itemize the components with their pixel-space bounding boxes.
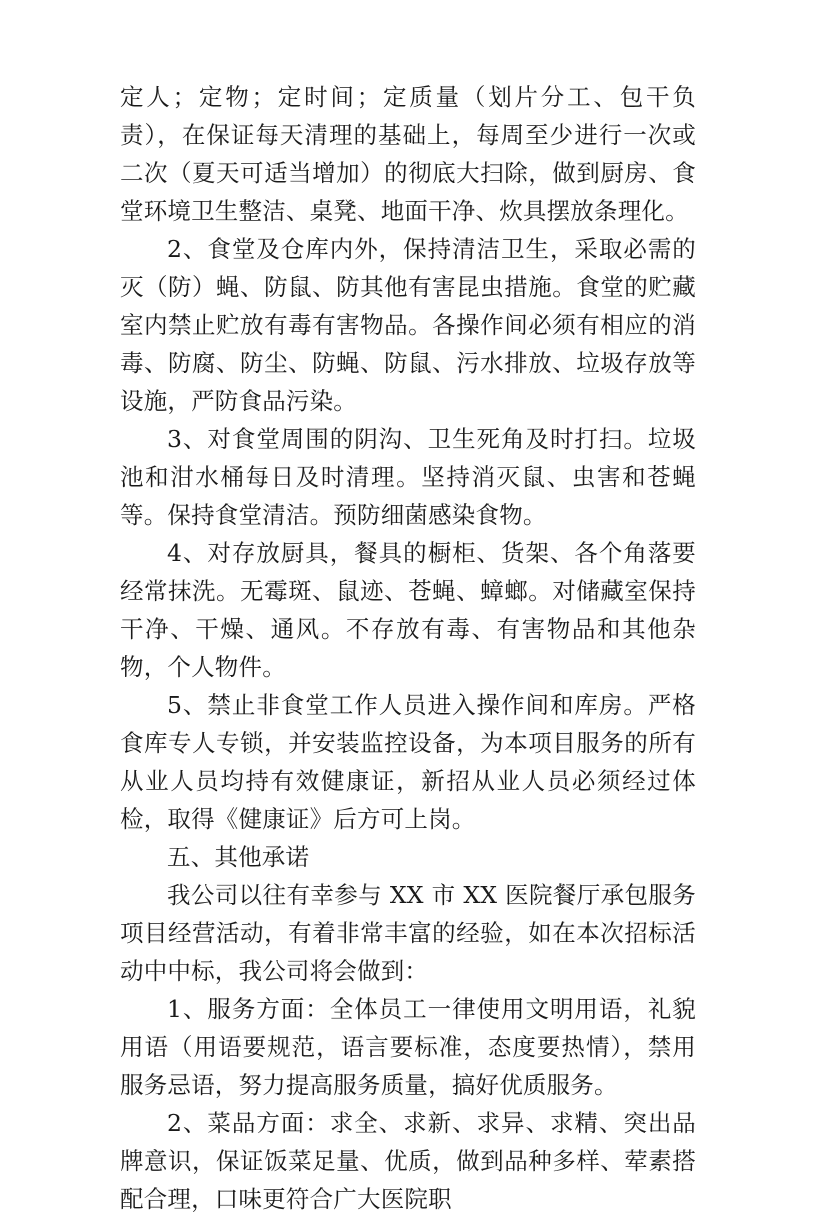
document-text-column	[120, 78, 696, 1218]
paragraph-company-experience: 我公司以往有幸参与 XX 市 XX 医院餐厅承包服务项目经营活动，有着非常丰富的经验，如在本次招标活动中中标，我公司将会做到：	[120, 881, 696, 985]
paragraph-commitment-1-service: 1、服务方面：全体员工一律使用文明用语，礼貌用语（用语要规范，语言要标准，态度要热情），禁用服务忌语，努力提高服务质量，搞好优质服务。	[120, 995, 696, 1099]
paragraph-rule-4: 4、对存放厨具，餐具的橱柜、货架、各个角落要经常抹洗。无霉斑、鼠迹、苍蝇、蟑螂。对储藏室保持干净、干燥、通风。不存放有毒、有害物品和其他杂物，个人物件。	[120, 539, 696, 681]
section-heading-other-commitments: 五、其他承诺	[167, 843, 310, 871]
paragraph-rule-3: 3、对食堂周围的阴沟、卫生死角及时打扫。垃圾池和泔水桶每日及时清理。坚持消灭鼠、虫害和苍蝇等。保持食堂清洁。预防细菌感染食物。	[120, 425, 696, 529]
paragraph-rule-5: 5、禁止非食堂工作人员进入操作间和库房。严格食库专人专锁，并安装监控设备，为本项目服务的所有从业人员均持有效健康证，新招从业人员必须经过体检，取得《健康证》后方可上岗。	[120, 691, 696, 833]
paragraph-rule-2: 2、食堂及仓库内外，保持清洁卫生，采取必需的灭（防）蝇、防鼠、防其他有害昆虫措施。食堂的贮藏室内禁止贮放有毒有害物品。各操作间必须有相应的消毒、防腐、防尘、防蝇、防鼠、污水排放、垃圾存放等设施，严防食品污染。	[120, 235, 696, 415]
paragraph-commitment-2-dishes: 2、菜品方面：求全、求新、求异、求精、突出品牌意识，保证饭菜足量、优质，做到品种多样、荤素搭配合理，口味更符合广大医院职	[120, 1109, 696, 1213]
paragraph-continued-rule-1: 定人；定物；定时间；定质量（划片分工、包干负责），在保证每天清理的基础上，每周至少进行一次或二次（夏天可适当增加）的彻底大扫除，做到厨房、食堂环境卫生整洁、桌凳、地面干净、炊具摆放条理化。	[120, 83, 696, 225]
